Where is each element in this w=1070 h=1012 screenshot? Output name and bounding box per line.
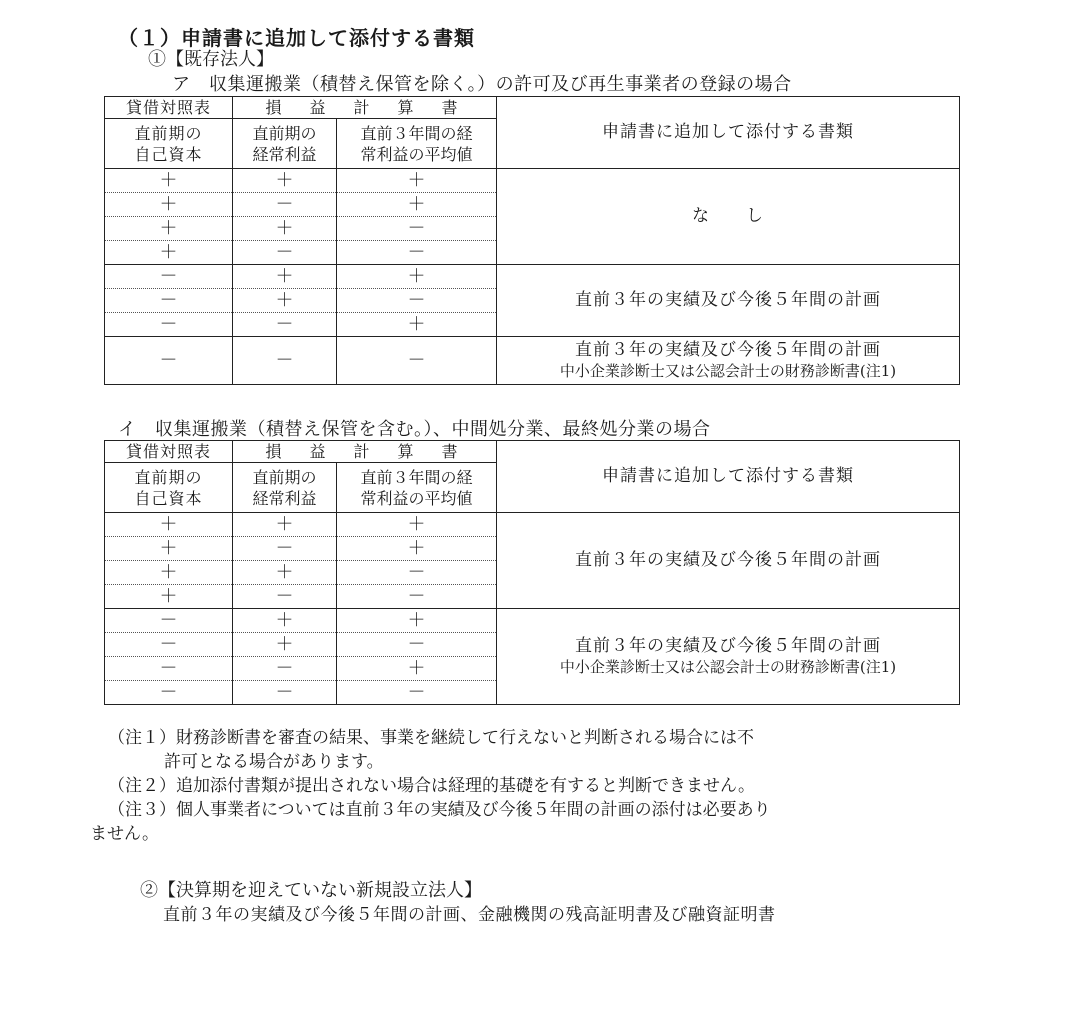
sign-cell: ＋ bbox=[233, 265, 337, 289]
sign-cell: － bbox=[337, 337, 497, 385]
sign-cell: － bbox=[233, 537, 337, 561]
sign-cell: － bbox=[105, 657, 233, 681]
docs-cell: な し bbox=[497, 169, 960, 265]
sign-cell: － bbox=[337, 561, 497, 585]
sign-cell: ＋ bbox=[105, 513, 233, 537]
pl-header: 損 益 計 算 書 bbox=[233, 441, 497, 463]
note-3: （注３）個人事業者については直前３年の実績及び今後５年間の計画の添付は必要あり bbox=[108, 800, 771, 820]
docs-header: 申請書に追加して添付する書類 bbox=[497, 441, 960, 513]
sign-cell: － bbox=[337, 681, 497, 705]
table-a-caption: ア 収集運搬業（積替え保管を除く。）の許可及び再生事業者の登録の場合 bbox=[172, 74, 792, 95]
table-row bbox=[105, 265, 960, 289]
sign-cell: ＋ bbox=[337, 657, 497, 681]
sign-cell: ＋ bbox=[233, 169, 337, 193]
existing-corp-heading: ①【既存法人】 bbox=[148, 49, 274, 70]
col-equity-header: 直前期の 自己資本 bbox=[105, 463, 233, 513]
sign-cell: ＋ bbox=[337, 513, 497, 537]
sign-cell: ＋ bbox=[337, 609, 497, 633]
sign-cell: ＋ bbox=[105, 217, 233, 241]
note-1-cont: 許可となる場合があります。 bbox=[164, 752, 384, 772]
sign-cell: ＋ bbox=[233, 609, 337, 633]
pl-header: 損 益 計 算 書 bbox=[233, 97, 497, 119]
docs-cell: 直前３年の実績及び今後５年間の計画 bbox=[497, 513, 960, 609]
table-a bbox=[104, 96, 960, 385]
sign-cell: － bbox=[105, 313, 233, 337]
sign-cell: － bbox=[337, 633, 497, 657]
sign-cell: － bbox=[105, 681, 233, 705]
sign-cell: ＋ bbox=[105, 537, 233, 561]
section-title: （１）申請書に追加して添付する書類 bbox=[118, 26, 475, 50]
note-3-cont: ません。 bbox=[90, 824, 160, 844]
docs-cell: 直前３年の実績及び今後５年間の計画 中小企業診断士又は公認会計士の財務診断書(注1) bbox=[497, 337, 960, 385]
sign-cell: － bbox=[337, 585, 497, 609]
sign-cell: ＋ bbox=[337, 169, 497, 193]
sign-cell: ＋ bbox=[337, 537, 497, 561]
sign-cell: ＋ bbox=[337, 313, 497, 337]
col-equity-header: 直前期の 自己資本 bbox=[105, 119, 233, 169]
sign-cell: ＋ bbox=[105, 561, 233, 585]
sign-cell: － bbox=[105, 289, 233, 313]
sign-cell: ＋ bbox=[337, 193, 497, 217]
bs-header: 貸借対照表 bbox=[105, 441, 233, 463]
col-profit-header: 直前期の 経常利益 bbox=[233, 463, 337, 513]
note-2: （注２）追加添付書類が提出されない場合は経理的基礎を有すると判断できません。 bbox=[108, 776, 756, 796]
col-avg-profit-header: 直前３年間の経 常利益の平均値 bbox=[337, 463, 497, 513]
docs-header: 申請書に追加して添付する書類 bbox=[497, 97, 960, 169]
sign-cell: － bbox=[233, 193, 337, 217]
sign-cell: ＋ bbox=[233, 513, 337, 537]
note-1: （注１）財務診断書を審査の結果、事業を継続して行えないと判断される場合には不 bbox=[108, 728, 754, 748]
sign-cell: － bbox=[233, 585, 337, 609]
sign-cell: － bbox=[233, 313, 337, 337]
table-row bbox=[105, 169, 960, 193]
sign-cell: － bbox=[233, 241, 337, 265]
sign-cell: ＋ bbox=[233, 633, 337, 657]
sign-cell: － bbox=[233, 681, 337, 705]
table-row bbox=[105, 609, 960, 633]
sign-cell: － bbox=[233, 337, 337, 385]
sign-cell: ＋ bbox=[105, 241, 233, 265]
sign-cell: ＋ bbox=[233, 217, 337, 241]
docs-cell: 直前３年の実績及び今後５年間の計画 bbox=[497, 265, 960, 337]
sign-cell: － bbox=[337, 241, 497, 265]
table-b bbox=[104, 440, 960, 705]
notes bbox=[90, 726, 988, 846]
bs-header: 貸借対照表 bbox=[105, 97, 233, 119]
new-corp-docs: 直前３年の実績及び今後５年間の計画、金融機関の残高証明書及び融資証明書 bbox=[163, 905, 776, 925]
table-row bbox=[105, 513, 960, 537]
sign-cell: ＋ bbox=[105, 169, 233, 193]
table-row bbox=[105, 337, 960, 385]
sign-cell: ＋ bbox=[105, 193, 233, 217]
sign-cell: － bbox=[337, 217, 497, 241]
new-corp-heading: ②【決算期を迎えていない新規設立法人】 bbox=[140, 880, 482, 901]
docs-cell: 直前３年の実績及び今後５年間の計画 中小企業診断士又は公認会計士の財務診断書(注1) bbox=[497, 609, 960, 705]
sign-cell: － bbox=[105, 265, 233, 289]
sign-cell: － bbox=[233, 657, 337, 681]
sign-cell: － bbox=[337, 289, 497, 313]
col-avg-profit-header: 直前３年間の経 常利益の平均値 bbox=[337, 119, 497, 169]
sign-cell: ＋ bbox=[233, 289, 337, 313]
sign-cell: ＋ bbox=[337, 265, 497, 289]
sign-cell: － bbox=[105, 609, 233, 633]
sign-cell: ＋ bbox=[233, 561, 337, 585]
sign-cell: － bbox=[105, 337, 233, 385]
col-profit-header: 直前期の 経常利益 bbox=[233, 119, 337, 169]
sign-cell: － bbox=[105, 633, 233, 657]
table-b-caption: イ 収集運搬業（積替え保管を含む。）、中間処分業、最終処分業の場合 bbox=[118, 419, 711, 440]
sign-cell: ＋ bbox=[105, 585, 233, 609]
